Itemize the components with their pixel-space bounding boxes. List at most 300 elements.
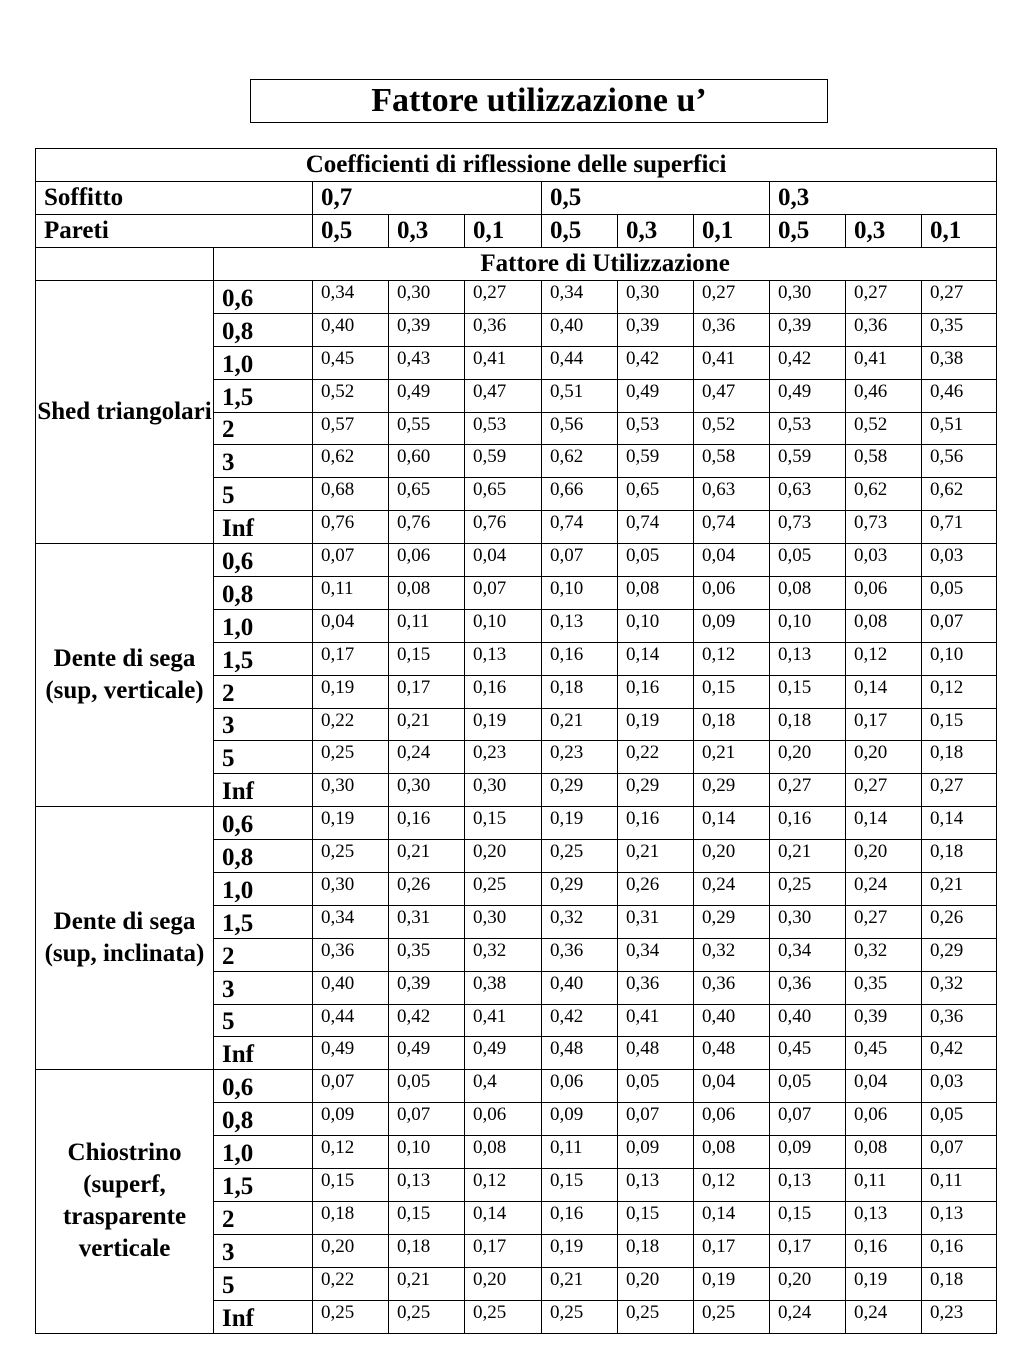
value-cell: 0,65 [618, 478, 694, 511]
value-cell: 0,23 [465, 741, 542, 774]
value-cell: 0,30 [770, 281, 846, 314]
group-label: Shed triangolari [36, 281, 214, 544]
value-cell: 0,76 [313, 511, 389, 544]
value-cell: 0,27 [846, 905, 922, 938]
value-cell: 0,05 [922, 577, 997, 610]
value-cell: 0,29 [542, 774, 618, 807]
value-cell: 0,58 [846, 445, 922, 478]
value-cell: 0,08 [846, 609, 922, 642]
value-cell: 0,10 [770, 609, 846, 642]
value-cell: 0,11 [313, 577, 389, 610]
value-cell: 0,14 [846, 807, 922, 840]
value-cell: 0,09 [770, 1136, 846, 1169]
value-cell: 0,20 [770, 1267, 846, 1300]
value-cell: 0,24 [846, 1300, 922, 1333]
value-cell: 0,15 [922, 708, 997, 741]
value-cell: 0,32 [694, 938, 770, 971]
value-cell: 0,53 [770, 412, 846, 445]
value-cell: 0,19 [542, 1234, 618, 1267]
value-cell: 0,49 [465, 1037, 542, 1070]
ratio-cell: 5 [214, 1004, 313, 1037]
ratio-cell: 0,8 [214, 313, 313, 346]
value-cell: 0,73 [846, 511, 922, 544]
value-cell: 0,27 [922, 281, 997, 314]
value-cell: 0,63 [770, 478, 846, 511]
value-cell: 0,16 [770, 807, 846, 840]
value-cell: 0,36 [618, 971, 694, 1004]
value-cell: 0,18 [922, 840, 997, 873]
ratio-cell: 1,5 [214, 642, 313, 675]
value-cell: 0,41 [618, 1004, 694, 1037]
value-cell: 0,15 [694, 675, 770, 708]
value-cell: 0,40 [542, 313, 618, 346]
ratio-cell: 1,0 [214, 609, 313, 642]
value-cell: 0,36 [694, 313, 770, 346]
value-cell: 0,09 [313, 1103, 389, 1136]
value-cell: 0,19 [846, 1267, 922, 1300]
value-cell: 0,20 [465, 840, 542, 873]
value-cell: 0,34 [313, 281, 389, 314]
value-cell: 0,25 [618, 1300, 694, 1333]
value-cell: 0,18 [313, 1201, 389, 1234]
value-cell: 0,06 [465, 1103, 542, 1136]
value-cell: 0,49 [313, 1037, 389, 1070]
value-cell: 0,25 [313, 741, 389, 774]
value-cell: 0,45 [770, 1037, 846, 1070]
ratio-cell: Inf [214, 511, 313, 544]
value-cell: 0,27 [846, 281, 922, 314]
value-cell: 0,62 [922, 478, 997, 511]
value-cell: 0,21 [389, 708, 465, 741]
value-cell: 0,18 [618, 1234, 694, 1267]
ratio-cell: 0,6 [214, 281, 313, 314]
value-cell: 0,40 [313, 971, 389, 1004]
value-cell: 0,34 [618, 938, 694, 971]
value-cell: 0,19 [542, 807, 618, 840]
value-cell: 0,59 [618, 445, 694, 478]
pareti-value: 0,5 [313, 215, 389, 248]
utilization-factor-table [35, 148, 997, 1334]
value-cell: 0,03 [922, 544, 997, 577]
value-cell: 0,49 [618, 379, 694, 412]
value-cell: 0,19 [694, 1267, 770, 1300]
value-cell: 0,30 [770, 905, 846, 938]
value-cell: 0,10 [542, 577, 618, 610]
value-cell: 0,08 [618, 577, 694, 610]
value-cell: 0,25 [542, 1300, 618, 1333]
value-cell: 0,16 [542, 642, 618, 675]
table-row [36, 807, 997, 840]
value-cell: 0,05 [618, 544, 694, 577]
value-cell: 0,20 [694, 840, 770, 873]
value-cell: 0,08 [694, 1136, 770, 1169]
value-cell: 0,09 [694, 609, 770, 642]
value-cell: 0,41 [465, 346, 542, 379]
value-cell: 0,21 [922, 873, 997, 906]
value-cell: 0,05 [770, 544, 846, 577]
value-cell: 0,16 [542, 1201, 618, 1234]
value-cell: 0,25 [465, 873, 542, 906]
value-cell: 0,30 [389, 281, 465, 314]
value-cell: 0,06 [846, 1103, 922, 1136]
value-cell: 0,17 [389, 675, 465, 708]
value-cell: 0,76 [389, 511, 465, 544]
value-cell: 0,08 [846, 1136, 922, 1169]
value-cell: 0,10 [618, 609, 694, 642]
value-cell: 0,39 [770, 313, 846, 346]
value-cell: 0,21 [542, 1267, 618, 1300]
value-cell: 0,55 [389, 412, 465, 445]
table-row [36, 544, 997, 577]
value-cell: 0,44 [542, 346, 618, 379]
value-cell: 0,11 [389, 609, 465, 642]
ratio-cell: 1,5 [214, 1169, 313, 1202]
value-cell: 0,31 [618, 905, 694, 938]
value-cell: 0,25 [313, 840, 389, 873]
value-cell: 0,04 [694, 544, 770, 577]
pareti-value: 0,1 [922, 215, 997, 248]
ratio-cell: 2 [214, 412, 313, 445]
ratio-cell: 2 [214, 1201, 313, 1234]
value-cell: 0,14 [465, 1201, 542, 1234]
value-cell: 0,05 [389, 1070, 465, 1103]
value-cell: 0,65 [465, 478, 542, 511]
value-cell: 0,71 [922, 511, 997, 544]
value-cell: 0,18 [389, 1234, 465, 1267]
value-cell: 0,17 [694, 1234, 770, 1267]
value-cell: 0,05 [922, 1103, 997, 1136]
value-cell: 0,15 [389, 642, 465, 675]
value-cell: 0,12 [846, 642, 922, 675]
value-cell: 0,15 [770, 1201, 846, 1234]
value-cell: 0,21 [389, 1267, 465, 1300]
value-cell: 0,03 [922, 1070, 997, 1103]
value-cell: 0,22 [313, 708, 389, 741]
value-cell: 0,44 [313, 1004, 389, 1037]
value-cell: 0,18 [694, 708, 770, 741]
value-cell: 0,17 [465, 1234, 542, 1267]
value-cell: 0,21 [542, 708, 618, 741]
value-cell: 0,24 [846, 873, 922, 906]
value-cell: 0,20 [770, 741, 846, 774]
value-cell: 0,20 [465, 1267, 542, 1300]
value-cell: 0,41 [694, 346, 770, 379]
value-cell: 0,13 [846, 1201, 922, 1234]
value-cell: 0,12 [694, 1169, 770, 1202]
value-cell: 0,76 [465, 511, 542, 544]
ratio-cell: 0,6 [214, 807, 313, 840]
value-cell: 0,43 [389, 346, 465, 379]
ratio-cell: 1,0 [214, 873, 313, 906]
soffitto-value: 0,3 [770, 182, 997, 215]
value-cell: 0,09 [618, 1136, 694, 1169]
value-cell: 0,16 [922, 1234, 997, 1267]
value-cell: 0,12 [313, 1136, 389, 1169]
value-cell: 0,18 [542, 675, 618, 708]
value-cell: 0,47 [465, 379, 542, 412]
value-cell: 0,14 [618, 642, 694, 675]
ratio-cell: 5 [214, 741, 313, 774]
value-cell: 0,29 [694, 774, 770, 807]
value-cell: 0,08 [770, 577, 846, 610]
value-cell: 0,36 [694, 971, 770, 1004]
ratio-cell: Inf [214, 1300, 313, 1333]
value-cell: 0,29 [694, 905, 770, 938]
ratio-cell: 0,8 [214, 577, 313, 610]
value-cell: 0,57 [313, 412, 389, 445]
value-cell: 0,36 [770, 971, 846, 1004]
value-cell: 0,07 [618, 1103, 694, 1136]
value-cell: 0,45 [846, 1037, 922, 1070]
value-cell: 0,26 [922, 905, 997, 938]
value-cell: 0,14 [694, 807, 770, 840]
ratio-cell: 3 [214, 445, 313, 478]
pareti-value: 0,5 [770, 215, 846, 248]
value-cell: 0,19 [618, 708, 694, 741]
value-cell: 0,07 [922, 1136, 997, 1169]
soffitto-value: 0,7 [313, 182, 542, 215]
ratio-cell: Inf [214, 774, 313, 807]
value-cell: 0,49 [770, 379, 846, 412]
value-cell: 0,62 [846, 478, 922, 511]
value-cell: 0,32 [922, 971, 997, 1004]
value-cell: 0,46 [922, 379, 997, 412]
value-cell: 0,48 [694, 1037, 770, 1070]
value-cell: 0,13 [542, 609, 618, 642]
value-cell: 0,22 [618, 741, 694, 774]
value-cell: 0,12 [465, 1169, 542, 1202]
value-cell: 0,30 [313, 873, 389, 906]
value-cell: 0,17 [846, 708, 922, 741]
value-cell: 0,31 [389, 905, 465, 938]
value-cell: 0,36 [922, 1004, 997, 1037]
value-cell: 0,34 [770, 938, 846, 971]
value-cell: 0,19 [313, 675, 389, 708]
value-cell: 0,21 [618, 840, 694, 873]
table-row [36, 281, 997, 314]
value-cell: 0,13 [465, 642, 542, 675]
value-cell: 0,35 [922, 313, 997, 346]
value-cell: 0,73 [770, 511, 846, 544]
pareti-value: 0,1 [465, 215, 542, 248]
value-cell: 0,40 [694, 1004, 770, 1037]
ratio-cell: 0,6 [214, 1070, 313, 1103]
value-cell: 0,25 [313, 1300, 389, 1333]
value-cell: 0,04 [313, 609, 389, 642]
value-cell: 0,16 [465, 675, 542, 708]
value-cell: 0,40 [542, 971, 618, 1004]
value-cell: 0,06 [389, 544, 465, 577]
value-cell: 0,32 [846, 938, 922, 971]
value-cell: 0,62 [313, 445, 389, 478]
value-cell: 0,40 [313, 313, 389, 346]
value-cell: 0,06 [846, 577, 922, 610]
ratio-cell: 3 [214, 971, 313, 1004]
value-cell: 0,15 [770, 675, 846, 708]
group-label: Chiostrino (superf, trasparente verticale [36, 1070, 214, 1333]
reflection-header: Coefficienti di riflessione delle superfici [36, 149, 997, 182]
value-cell: 0,07 [313, 1070, 389, 1103]
value-cell: 0,23 [922, 1300, 997, 1333]
pareti-value: 0,1 [694, 215, 770, 248]
value-cell: 0,27 [770, 774, 846, 807]
soffitto-value: 0,5 [542, 182, 770, 215]
value-cell: 0,13 [770, 1169, 846, 1202]
value-cell: 0,42 [618, 346, 694, 379]
value-cell: 0,16 [389, 807, 465, 840]
value-cell: 0,05 [770, 1070, 846, 1103]
value-cell: 0,29 [922, 938, 997, 971]
ratio-cell: 1,5 [214, 905, 313, 938]
value-cell: 0,13 [618, 1169, 694, 1202]
table-row [36, 1070, 997, 1103]
value-cell: 0,39 [846, 1004, 922, 1037]
ratio-cell: 5 [214, 1267, 313, 1300]
pareti-label: Pareti [36, 215, 313, 248]
value-cell: 0,16 [618, 675, 694, 708]
value-cell: 0,24 [389, 741, 465, 774]
ratio-cell: 3 [214, 1234, 313, 1267]
value-cell: 0,53 [465, 412, 542, 445]
pareti-value: 0,3 [389, 215, 465, 248]
value-cell: 0,29 [618, 774, 694, 807]
value-cell: 0,36 [542, 938, 618, 971]
value-cell: 0,52 [846, 412, 922, 445]
value-cell: 0,35 [389, 938, 465, 971]
value-cell: 0,18 [922, 741, 997, 774]
ratio-cell: 1,5 [214, 379, 313, 412]
value-cell: 0,45 [313, 346, 389, 379]
value-cell: 0,46 [846, 379, 922, 412]
value-cell: 0,30 [465, 905, 542, 938]
value-cell: 0,07 [465, 577, 542, 610]
value-cell: 0,38 [922, 346, 997, 379]
value-cell: 0,42 [542, 1004, 618, 1037]
ratio-cell: 0,8 [214, 1103, 313, 1136]
value-cell: 0,62 [542, 445, 618, 478]
value-cell: 0,04 [694, 1070, 770, 1103]
value-cell: 0,14 [922, 807, 997, 840]
group-label: Dente di sega (sup, verticale) [36, 544, 214, 807]
value-cell: 0,52 [313, 379, 389, 412]
value-cell: 0,23 [542, 741, 618, 774]
value-cell: 0,11 [922, 1169, 997, 1202]
pareti-value: 0,3 [846, 215, 922, 248]
value-cell: 0,20 [846, 840, 922, 873]
ratio-cell: 0,8 [214, 840, 313, 873]
value-cell: 0,63 [694, 478, 770, 511]
value-cell: 0,41 [846, 346, 922, 379]
value-cell: 0,34 [542, 281, 618, 314]
value-cell: 0,05 [618, 1070, 694, 1103]
value-cell: 0,17 [313, 642, 389, 675]
value-cell: 0,20 [313, 1234, 389, 1267]
value-cell: 0,36 [313, 938, 389, 971]
ratio-cell: 5 [214, 478, 313, 511]
value-cell: 0,30 [313, 774, 389, 807]
value-cell: 0,51 [542, 379, 618, 412]
value-cell: 0,12 [922, 675, 997, 708]
value-cell: 0,07 [770, 1103, 846, 1136]
value-cell: 0,15 [465, 807, 542, 840]
value-cell: 0,25 [770, 873, 846, 906]
value-cell: 0,07 [389, 1103, 465, 1136]
value-cell: 0,24 [694, 873, 770, 906]
value-cell: 0,06 [542, 1070, 618, 1103]
value-cell: 0,29 [542, 873, 618, 906]
value-cell: 0,25 [694, 1300, 770, 1333]
page-title: Fattore utilizzazione u’ [250, 79, 828, 123]
ratio-cell: Inf [214, 1037, 313, 1070]
value-cell: 0,36 [846, 313, 922, 346]
value-cell: 0,56 [922, 445, 997, 478]
value-cell: 0,39 [389, 313, 465, 346]
value-cell: 0,20 [618, 1267, 694, 1300]
ratio-cell: 1,0 [214, 346, 313, 379]
ratio-cell: 2 [214, 938, 313, 971]
value-cell: 0,18 [922, 1267, 997, 1300]
value-cell: 0,06 [694, 577, 770, 610]
value-cell: 0,20 [846, 741, 922, 774]
value-cell: 0,08 [389, 577, 465, 610]
value-cell: 0,49 [389, 379, 465, 412]
value-cell: 0,19 [465, 708, 542, 741]
value-cell: 0,52 [694, 412, 770, 445]
value-cell: 0,06 [694, 1103, 770, 1136]
value-cell: 0,25 [542, 840, 618, 873]
value-cell: 0,16 [618, 807, 694, 840]
value-cell: 0,07 [313, 544, 389, 577]
value-cell: 0,59 [465, 445, 542, 478]
value-cell: 0,07 [542, 544, 618, 577]
value-cell: 0,60 [389, 445, 465, 478]
value-cell: 0,48 [618, 1037, 694, 1070]
value-cell: 0,04 [465, 544, 542, 577]
value-cell: 0,27 [922, 774, 997, 807]
value-cell: 0,27 [846, 774, 922, 807]
value-cell: 0,25 [389, 1300, 465, 1333]
value-cell: 0,48 [542, 1037, 618, 1070]
value-cell: 0,35 [846, 971, 922, 1004]
value-cell: 0,32 [542, 905, 618, 938]
ratio-cell: 2 [214, 675, 313, 708]
value-cell: 0,4 [465, 1070, 542, 1103]
pareti-value: 0,3 [618, 215, 694, 248]
value-cell: 0,24 [770, 1300, 846, 1333]
value-cell: 0,30 [618, 281, 694, 314]
value-cell: 0,22 [313, 1267, 389, 1300]
value-cell: 0,15 [313, 1169, 389, 1202]
value-cell: 0,39 [618, 313, 694, 346]
value-cell: 0,10 [465, 609, 542, 642]
value-cell: 0,59 [770, 445, 846, 478]
value-cell: 0,74 [694, 511, 770, 544]
value-cell: 0,42 [770, 346, 846, 379]
value-cell: 0,32 [465, 938, 542, 971]
value-cell: 0,58 [694, 445, 770, 478]
value-cell: 0,16 [846, 1234, 922, 1267]
value-cell: 0,56 [542, 412, 618, 445]
value-cell: 0,14 [694, 1201, 770, 1234]
value-cell: 0,26 [389, 873, 465, 906]
value-cell: 0,65 [389, 478, 465, 511]
group-label: Dente di sega (sup, inclinata) [36, 807, 214, 1070]
value-cell: 0,13 [770, 642, 846, 675]
value-cell: 0,12 [694, 642, 770, 675]
value-cell: 0,40 [770, 1004, 846, 1037]
pareti-value: 0,5 [542, 215, 618, 248]
value-cell: 0,26 [618, 873, 694, 906]
